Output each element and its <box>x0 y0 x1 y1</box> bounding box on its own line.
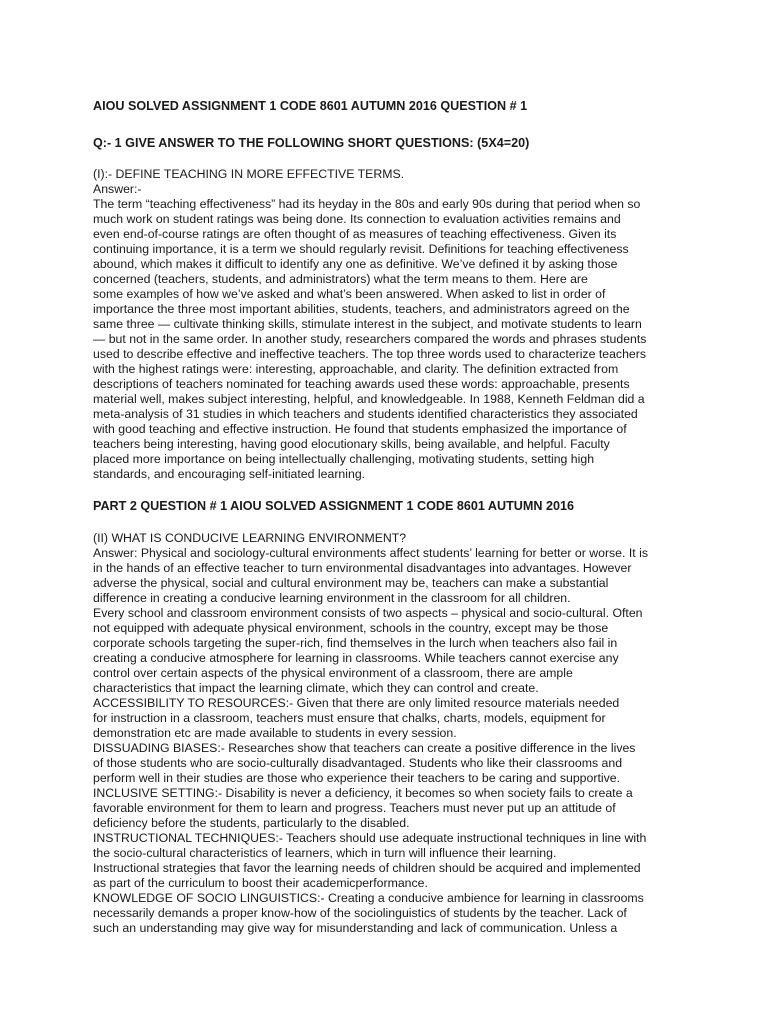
text-line: even end-of-course ratings are often thought of as measures of teaching effectiveness. Given its <box>93 227 617 241</box>
document-page <box>93 99 683 936</box>
text-line: abound, which makes it difficult to identify any one as definitive. We’ve defined it by asking those <box>93 257 618 271</box>
text-line: necessarily demands a proper know-how of the sociolinguistics of students by the teacher. Lack of <box>93 906 627 920</box>
text-line: demonstration etc are made available to students in every session. <box>93 726 457 740</box>
text-line: Answer: Physical and sociology-cultural environments affect students’ learning for better or worse. It is <box>93 546 648 560</box>
text-line: some examples of how we’ve asked and what’s been answered. When asked to list in order of <box>93 287 606 301</box>
text-line: as part of the curriculum to boost their academicperformance. <box>93 876 428 890</box>
text-line: (I):- DEFINE TEACHING IN MORE EFFECTIVE TERMS. <box>93 167 405 181</box>
text-line: in the hands of an effective teacher to turn environmental disadvantages into advantages. However <box>93 561 632 575</box>
text-line: concerned (teachers, students, and administrators) what the term means to them. Here are <box>93 272 588 286</box>
text-line: DISSUADING BIASES:- Researches show that teachers can create a positive difference in the lives <box>93 741 636 755</box>
question-heading: Q:- 1 GIVE ANSWER TO THE FOLLOWING SHORT QUESTIONS: (5X4=20) <box>93 136 530 150</box>
text-line: KNOWLEDGE OF SOCIO LINGUISTICS:- Creating a conducive ambience for learning in classrooms <box>93 891 644 905</box>
text-line: same three — cultivate thinking skills, stimulate interest in the subject, and motivate students to learn <box>93 317 642 331</box>
text-line: (II) WHAT IS CONDUCIVE LEARNING ENVIRONMENT? <box>93 531 407 545</box>
text-line: difference in creating a conducive learning environment in the classroom for all children. <box>93 591 571 605</box>
text-line: teachers being interesting, having good elocutionary skills, being available, and helpful. Faculty <box>93 437 610 451</box>
text-line: favorable environment for them to learn and progress. Teachers must never put up an attitude of <box>93 801 616 815</box>
text-line: of those students who are socio-culturally disadvantaged. Students who like their classrooms and <box>93 756 623 770</box>
section-2-text <box>93 531 683 936</box>
text-line: Answer:- <box>93 182 142 196</box>
section-1-text <box>93 167 683 482</box>
text-line: INCLUSIVE SETTING:- Disability is never a deficiency, it becomes so when society fails to create a <box>93 786 633 800</box>
text-line: deficiency before the students, particularly to the disabled. <box>93 816 410 830</box>
text-line: corporate schools targeting the super-rich, find themselves in the lurch when teachers also fail in <box>93 636 618 650</box>
text-line: creating a conducive atmosphere for learning in classrooms. While teachers cannot exercise any <box>93 651 619 665</box>
text-line: meta-analysis of 31 studies in which teachers and students identified characteristics they associated <box>93 407 638 421</box>
text-line: used to describe effective and ineffective teachers. The top three words used to characterize teachers <box>93 347 646 361</box>
text-line: for instruction in a classroom, teachers must ensure that chalks, charts, models, equipment for <box>93 711 606 725</box>
text-line: standards, and encouraging self-initiated learning. <box>93 467 366 481</box>
text-line: — but not in the same order. In another study, researchers compared the words and phrases students <box>93 332 647 346</box>
text-line: descriptions of teachers nominated for teaching awards used these words: approachable, presents <box>93 377 630 391</box>
text-line: control over certain aspects of the physical environment of a classroom, there are ample <box>93 666 573 680</box>
text-line: such an understanding may give way for misunderstanding and lack of communication. Unless a <box>93 921 618 935</box>
text-line: much work on student ratings was being done. Its connection to evaluation activities remains and <box>93 212 621 226</box>
text-line: Every school and classroom environment consists of two aspects – physical and socio-cultural. Often <box>93 606 643 620</box>
text-line: material well, makes subject interesting, helpful, and knowledgeable. In 1988, Kenneth Feldman did a <box>93 392 645 406</box>
text-line: adverse the physical, social and cultural environment may be, teachers can make a substantial <box>93 576 609 590</box>
text-line: INSTRUCTIONAL TECHNIQUES:- Teachers should use adequate instructional techniques in line with <box>93 831 647 845</box>
text-line: continuing importance, it is a term we should regularly revisit. Definitions for teaching effectiveness <box>93 242 629 256</box>
text-line: with the highest ratings were: interesting, approachable, and clarity. The definition extracted from <box>93 362 619 376</box>
text-line: the socio-cultural characteristics of learners, which in turn will influence their learning. <box>93 846 557 860</box>
text-line: importance the three most important abilities, students, teachers, and administrators agreed on the <box>93 302 630 316</box>
document-title: AIOU SOLVED ASSIGNMENT 1 CODE 8601 AUTUMN 2016 QUESTION # 1 <box>93 99 528 113</box>
text-line: not equipped with adequate physical environment, schools in the country, except may be those <box>93 621 609 635</box>
text-line: ACCESSIBILITY TO RESOURCES:- Given that there are only limited resource materials needed <box>93 696 620 710</box>
text-line: Instructional strategies that favor the learning needs of children should be acquired and implemented <box>93 861 641 875</box>
text-line: perform well in their studies are those who experience their teachers to be caring and supportive. <box>93 771 621 785</box>
text-line: The term “teaching effectiveness” had its heyday in the 80s and early 90s during that period when so <box>93 197 641 211</box>
text-line: with good teaching and effective instruction. He found that students emphasized the importance of <box>93 422 627 436</box>
part-2-heading: PART 2 QUESTION # 1 AIOU SOLVED ASSIGNMENT 1 CODE 8601 AUTUMN 2016 <box>93 499 574 513</box>
text-line: placed more importance on being intellectually challenging, motivating students, setting high <box>93 452 595 466</box>
text-line: characteristics that impact the learning climate, which they can control and create. <box>93 681 539 695</box>
